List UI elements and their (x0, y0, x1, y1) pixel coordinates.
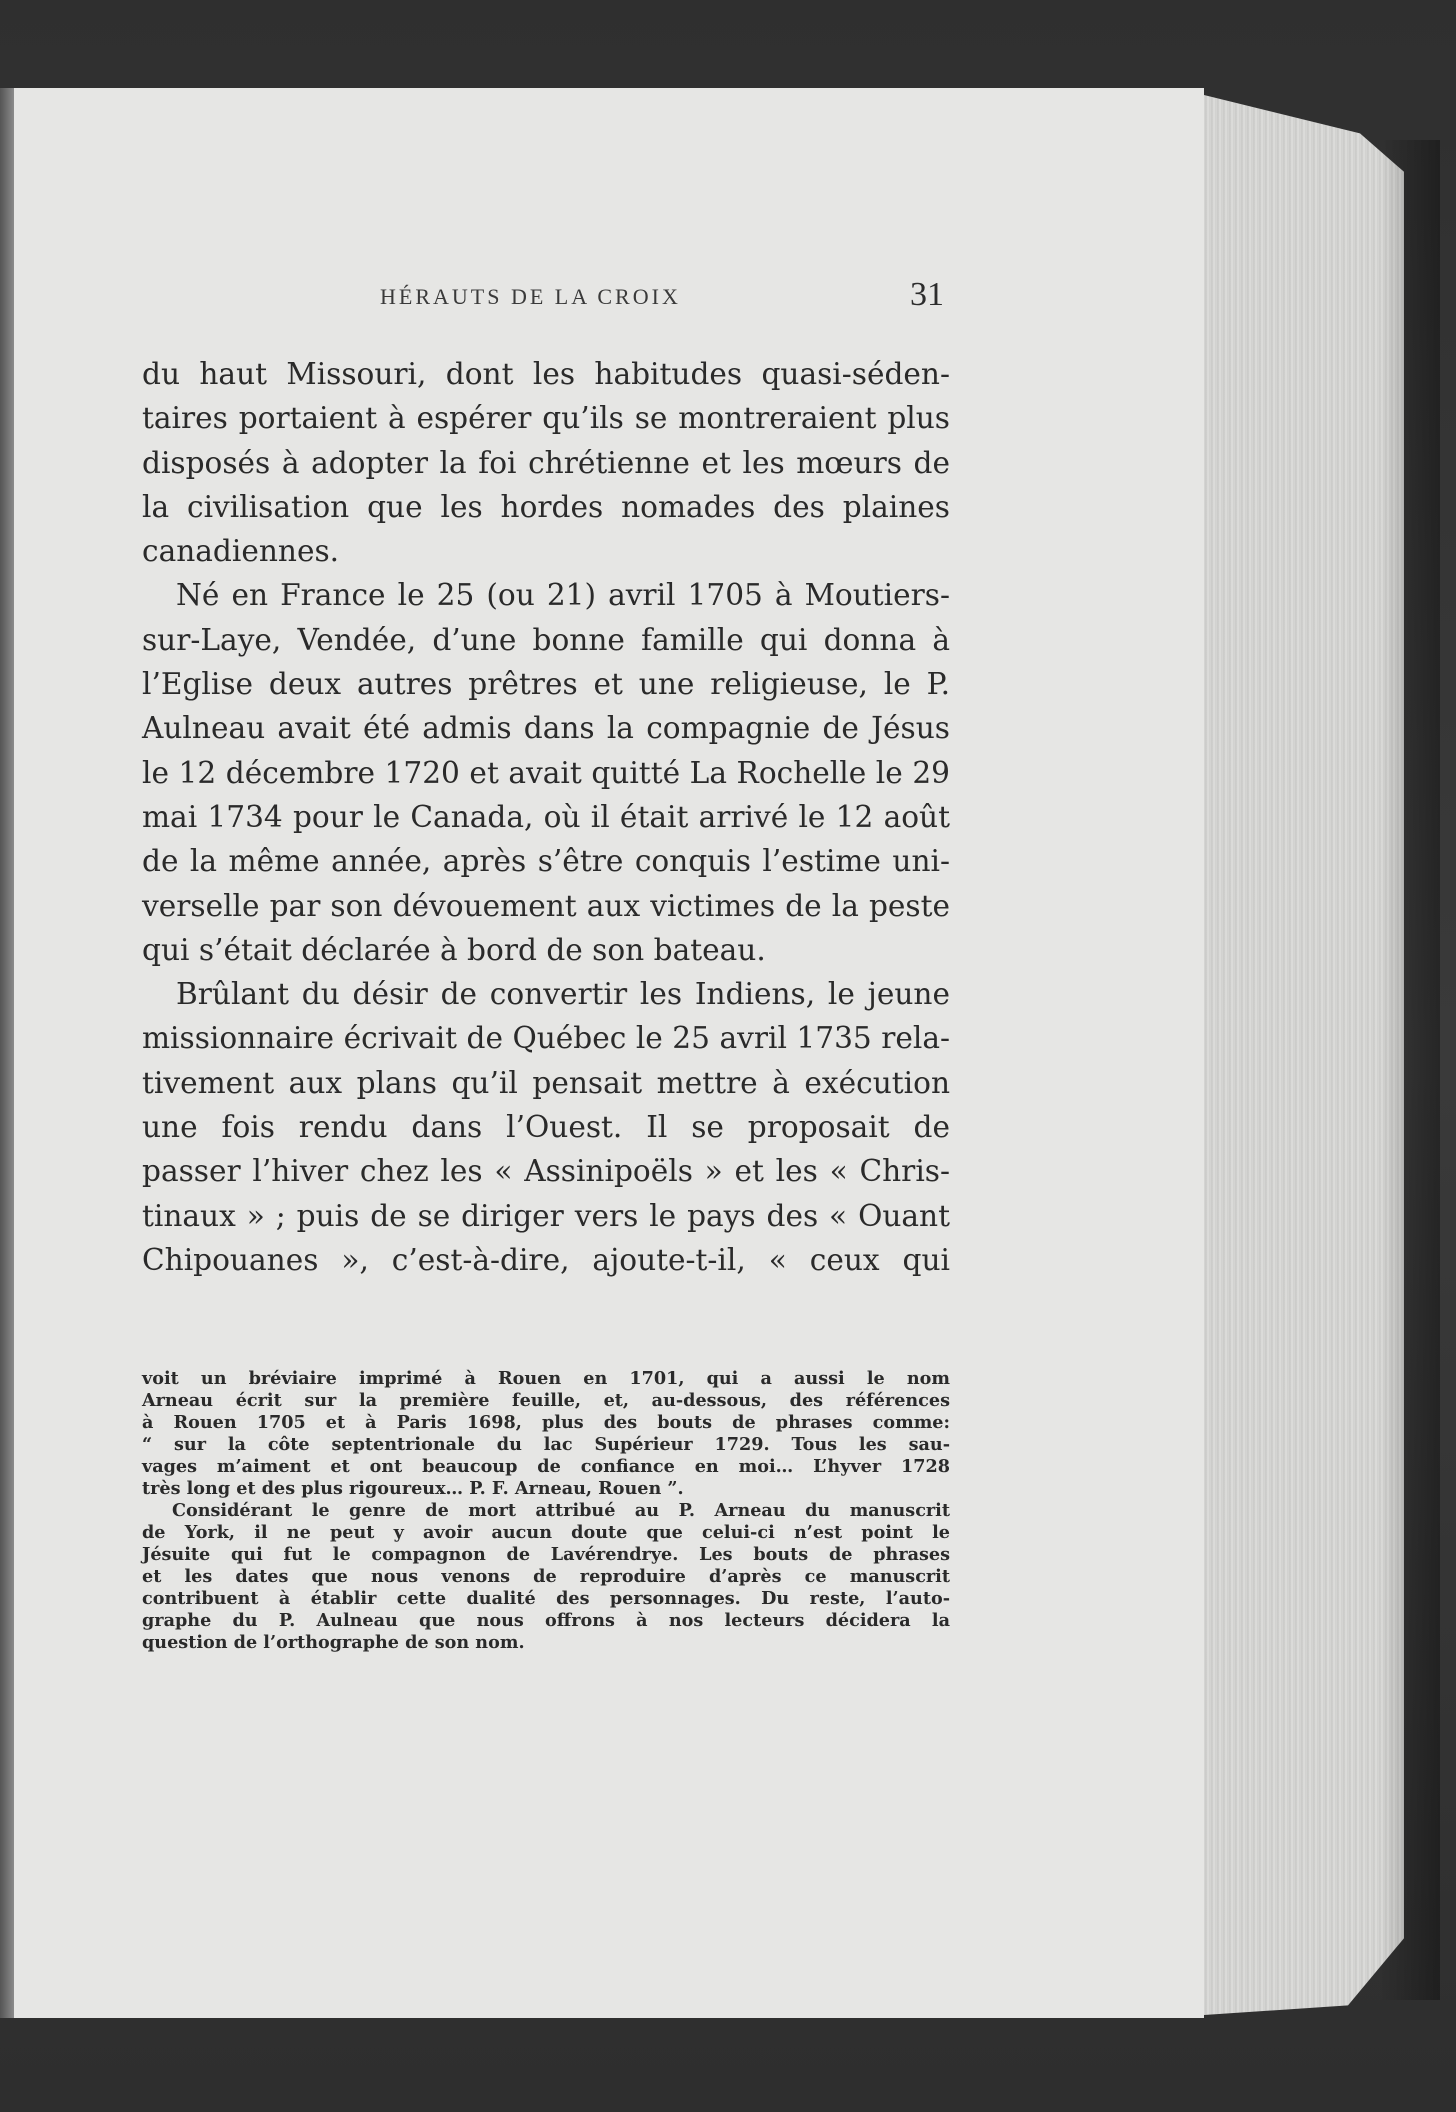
running-title: HÉRAUTS DE LA CROIX (380, 284, 681, 309)
footnote-line: question de l’orthographe de son nom. (142, 1632, 525, 1653)
body-line: Aulneau avait été admis dans la compagnie de Jésus (142, 711, 950, 746)
footnote-line: voit un bréviaire imprimé à Rouen en 1701, qui a aussi le nom (142, 1368, 950, 1389)
running-head (150, 276, 950, 322)
footnote-line: “ sur la côte septentrionale du lac Supérieur 1729. Tous les sau- (142, 1434, 950, 1455)
body-line: qui s’était déclarée à bord de son bateau. (142, 932, 766, 967)
body-line: canadiennes. (142, 534, 340, 569)
footnote-line: Considérant le genre de mort attribué au P. Arneau du manuscrit (172, 1500, 950, 1521)
body-line: disposés à adopter la foi chrétienne et les mœurs de (142, 445, 950, 480)
body-line: la civilisation que les hordes nomades des plaines (142, 489, 950, 524)
footnote-line: graphe du P. Aulneau que nous offrons à nos lecteurs décidera la (142, 1610, 950, 1631)
body-line: mai 1734 pour le Canada, où il était arrivé le 12 août (142, 799, 950, 834)
footnote-line: Arneau écrit sur la première feuille, et, au-dessous, des références (142, 1390, 950, 1411)
footnote-line: vages m’aiment et ont beaucoup de confiance en moi… L’hyver 1728 (142, 1456, 950, 1477)
footnote-line: à Rouen 1705 et à Paris 1698, plus des bouts de phrases comme: (142, 1412, 950, 1433)
footnote-line: de York, il ne peut y avoir aucun doute que celui-ci n’est point le (142, 1522, 950, 1543)
body-line: une fois rendu dans l’Ouest. Il se proposait de (142, 1110, 950, 1145)
body-line: Brûlant du désir de convertir les Indiens, le jeune (176, 977, 950, 1012)
body-line: sur-Laye, Vendée, d’une bonne famille qui donna à (142, 622, 950, 657)
footnote-line: Jésuite qui fut le compagnon de Lavérendrye. Les bouts de phrases (142, 1544, 950, 1565)
page-number: 31 (910, 276, 944, 313)
body-line: le 12 décembre 1720 et avait quitté La Rochelle le 29 (142, 755, 950, 790)
body-line: verselle par son dévouement aux victimes de la peste (142, 888, 950, 923)
book-page-edges (1204, 95, 1404, 2015)
body-line: Né en France le 25 (ou 21) avril 1705 à Moutiers- (176, 578, 950, 613)
body-line: taires portaient à espérer qu’ils se montreraient plus (142, 401, 950, 436)
body-text (142, 352, 950, 1282)
body-line: Chipouanes », c’est-à-dire, ajoute-t-il, « ceux qui (142, 1242, 950, 1277)
body-line: passer l’hiver chez les « Assinipoëls » et les « Chris- (142, 1154, 950, 1189)
footnote-line: et les dates que nous venons de reproduire d’après ce manuscrit (142, 1566, 950, 1587)
body-line: tinaux » ; puis de se diriger vers le pays des « Ouant (142, 1198, 950, 1233)
book-edge-shadow (1380, 140, 1440, 2000)
body-line: du haut Missouri, dont les habitudes quasi-séden- (142, 357, 950, 391)
footnote-line: contribuent à établir cette dualité des personnages. Du reste, l’auto- (142, 1588, 950, 1609)
body-line: tivement aux plans qu’il pensait mettre à exécution (142, 1065, 950, 1100)
body-line: l’Eglise deux autres prêtres et une religieuse, le P. (142, 667, 950, 702)
body-line: missionnaire écrivait de Québec le 25 avril 1735 rela- (142, 1021, 950, 1056)
footnote (142, 1368, 950, 1654)
footnote-line: très long et des plus rigoureux… P. F. Arneau, Rouen ”. (142, 1478, 684, 1499)
body-line: de la même année, après s’être conquis l’estime uni- (142, 844, 950, 879)
